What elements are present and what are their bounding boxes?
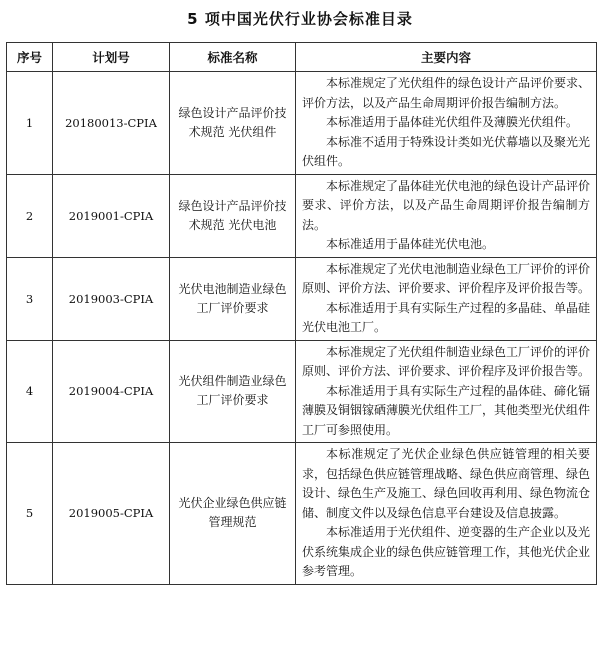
- cell-main-content: [296, 72, 597, 175]
- cell-plan-number: 2019003-CPIA: [53, 257, 170, 340]
- header-standard-name: 标准名称: [170, 43, 296, 72]
- cell-main-content: [296, 340, 597, 443]
- cell-serial-number: 3: [7, 257, 53, 340]
- cell-main-content: [296, 174, 597, 257]
- content-paragraph: 本标准规定了光伏组件的绿色设计产品评价要求、评价方法，以及产品生命周期评价报告编制方法。: [302, 76, 591, 110]
- document-title: 5 项中国光伏行业协会标准目录: [187, 10, 413, 28]
- content-paragraph: 本标准不适用于特殊设计类如光伏幕墙以及聚光光伏组件。: [302, 134, 591, 168]
- content-paragraph: 本标准规定了光伏组件制造业绿色工厂评价的评价原则、评价方法、评价要求、评价程序及评价报告等。: [302, 344, 591, 378]
- content-paragraph: 本标准适用于具有实际生产过程的晶体硅、碲化镉薄膜及铜铟镓硒薄膜光伏组件工厂，其他类型光伏组件工厂可参照使用。: [302, 383, 591, 437]
- cell-main-content: [296, 443, 597, 585]
- header-serial-number: 序号: [7, 43, 53, 72]
- cell-plan-number: 2019004-CPIA: [53, 340, 170, 443]
- cell-serial-number: 4: [7, 340, 53, 443]
- content-paragraph: 本标准规定了晶体硅光伏电池的绿色设计产品评价要求、评价方法，以及产品生命周期评价报告编制方法。: [302, 178, 591, 232]
- cell-plan-number: 2019005-CPIA: [53, 443, 170, 585]
- content-paragraph: 本标准适用于具有实际生产过程的多晶硅、单晶硅光伏电池工厂。: [302, 300, 591, 334]
- cell-plan-number: 2019001-CPIA: [53, 174, 170, 257]
- table-row: [7, 340, 597, 443]
- cell-serial-number: 5: [7, 443, 53, 585]
- cell-standard-name: 光伏企业绿色供应链管理规范: [170, 443, 296, 585]
- cell-standard-name: 绿色设计产品评价技术规范 光伏组件: [170, 72, 296, 175]
- table-row: [7, 174, 597, 257]
- cell-plan-number: 20180013-CPIA: [53, 72, 170, 175]
- cell-standard-name: 光伏电池制造业绿色工厂评价要求: [170, 257, 296, 340]
- standards-table: [6, 42, 597, 585]
- table-row: [7, 257, 597, 340]
- content-paragraph: 本标准适用于晶体硅光伏电池。: [326, 237, 495, 251]
- table-row: [7, 72, 597, 175]
- content-paragraph: 本标准适用于晶体硅光伏组件及薄膜光伏组件。: [326, 115, 579, 129]
- cell-serial-number: 1: [7, 72, 53, 175]
- content-paragraph: 本标准规定了光伏电池制造业绿色工厂评价的评价原则、评价方法、评价要求、评价程序及评价报告等。: [302, 261, 591, 295]
- cell-standard-name: 光伏组件制造业绿色工厂评价要求: [170, 340, 296, 443]
- content-paragraph: 本标准适用于光伏组件、逆变器的生产企业以及光伏系统集成企业的绿色供应链管理工作，其他光伏企业参考管理。: [302, 525, 591, 578]
- header-main-content: 主要内容: [296, 43, 597, 72]
- cell-serial-number: 2: [7, 174, 53, 257]
- content-paragraph: 本标准规定了光伏企业绿色供应链管理的相关要求，包括绿色供应链管理战略、绿色供应商管理、绿色设计、绿色生产及施工、绿色回收再利用、绿色物流仓储、制度文件以及绿色信息平台建设及信息披露。: [302, 447, 591, 520]
- table-header-row: [7, 43, 597, 72]
- cell-standard-name: 绿色设计产品评价技术规范 光伏电池: [170, 174, 296, 257]
- header-plan-number: 计划号: [53, 43, 170, 72]
- cell-main-content: [296, 257, 597, 340]
- table-row: [7, 443, 597, 585]
